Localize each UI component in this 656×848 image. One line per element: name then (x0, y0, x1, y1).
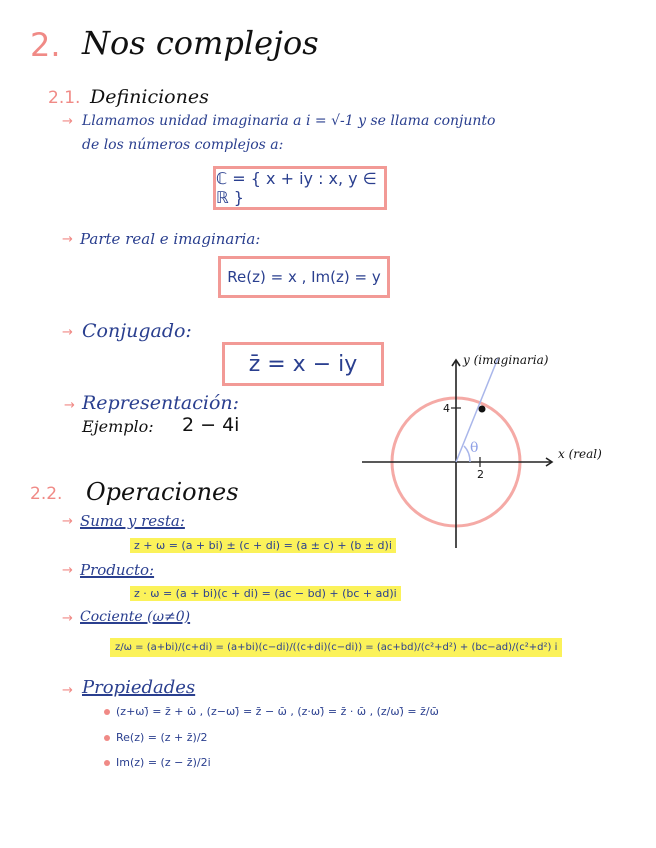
section-number-2-2: 2.2. (30, 484, 63, 504)
section-heading-operaciones: Operaciones (86, 478, 239, 506)
arrow-icon: → (62, 114, 73, 129)
arrow-icon: → (62, 232, 73, 247)
arrow-icon: → (62, 611, 73, 626)
conjugado-formula: z̄ = x − iy (248, 351, 358, 377)
propiedad-3 (104, 756, 211, 769)
parte-real-box (218, 256, 390, 298)
y-tick-label: 4 (443, 402, 450, 415)
arrow-icon: → (64, 398, 75, 413)
propiedad-1-text: (z+ω)̄ = z̄ + ω̄ , (z−ω)̄ = z̄ − ω̄ , (z·ω)̄ = z̄ · ω̄ , (z/ω)̄ = z̄/ω̄ (116, 705, 439, 718)
bullet-icon (104, 760, 110, 766)
arrow-icon: → (62, 514, 73, 529)
producto-formula: z · ω = (a + bi)(c + di) = (ac − bd) + (bc + ad)i (130, 586, 401, 601)
section-heading-definiciones: Definiciones (90, 86, 209, 108)
example-point (479, 406, 486, 413)
arrow-icon: → (62, 563, 73, 578)
suma-resta-formula: z + ω = (a + bi) ± (c + di) = (a ± c) + (b ± d)i (130, 538, 396, 553)
bullet-icon (104, 709, 110, 715)
representacion-label: Representación: (82, 392, 240, 414)
page-title: Nos complejos (82, 24, 319, 62)
ejemplo-label: Ejemplo: (82, 417, 154, 436)
propiedades-label: Propiedades (82, 677, 196, 698)
propiedad-1 (104, 705, 439, 718)
ejemplo-value: 2 − 4i (182, 414, 240, 436)
producto-label: Producto: (80, 561, 155, 579)
set-definition-formula: ℂ = { x + iy : x, y ∈ ℝ } (216, 169, 377, 207)
definition-line-2: de los números complejos a: (82, 137, 284, 153)
x-tick-label: 2 (477, 468, 484, 481)
parte-real-formula: Re(z) = x , Im(z) = y (227, 268, 381, 286)
suma-resta-label: Suma y resta: (80, 512, 185, 530)
angle-label: θ (470, 440, 479, 456)
arrow-icon: → (62, 325, 73, 340)
propiedad-2 (104, 731, 208, 744)
y-axis-label: y (imaginaria) (463, 353, 549, 367)
title-number: 2. (30, 26, 61, 64)
section-number-2-1: 2.1. (48, 88, 81, 108)
bullet-icon (104, 735, 110, 741)
propiedad-3-text: Im(z) = (z − z̄)/2i (116, 756, 211, 769)
parte-real-imaginaria-label: Parte real e imaginaria: (80, 230, 261, 248)
set-definition-box (213, 166, 387, 210)
x-axis-label: x (real) (558, 447, 602, 461)
propiedad-2-text: Re(z) = (z + z̄)/2 (116, 731, 208, 744)
cociente-formula: z/ω = (a+bi)/(c+di) = (a+bi)(c−di)/((c+di)(c−di)) = (ac+bd)/(c²+d²) + (bc−ad)/(c²+d²) i (110, 638, 562, 657)
conjugado-label: Conjugado: (82, 320, 192, 342)
definition-line-1: Llamamos unidad imaginaria a i = √-1 y se llama conjunto (82, 113, 496, 129)
complex-plane-graph (360, 352, 620, 552)
arrow-icon: → (62, 683, 73, 698)
cociente-label: Cociente (ω≠0) (80, 609, 191, 625)
